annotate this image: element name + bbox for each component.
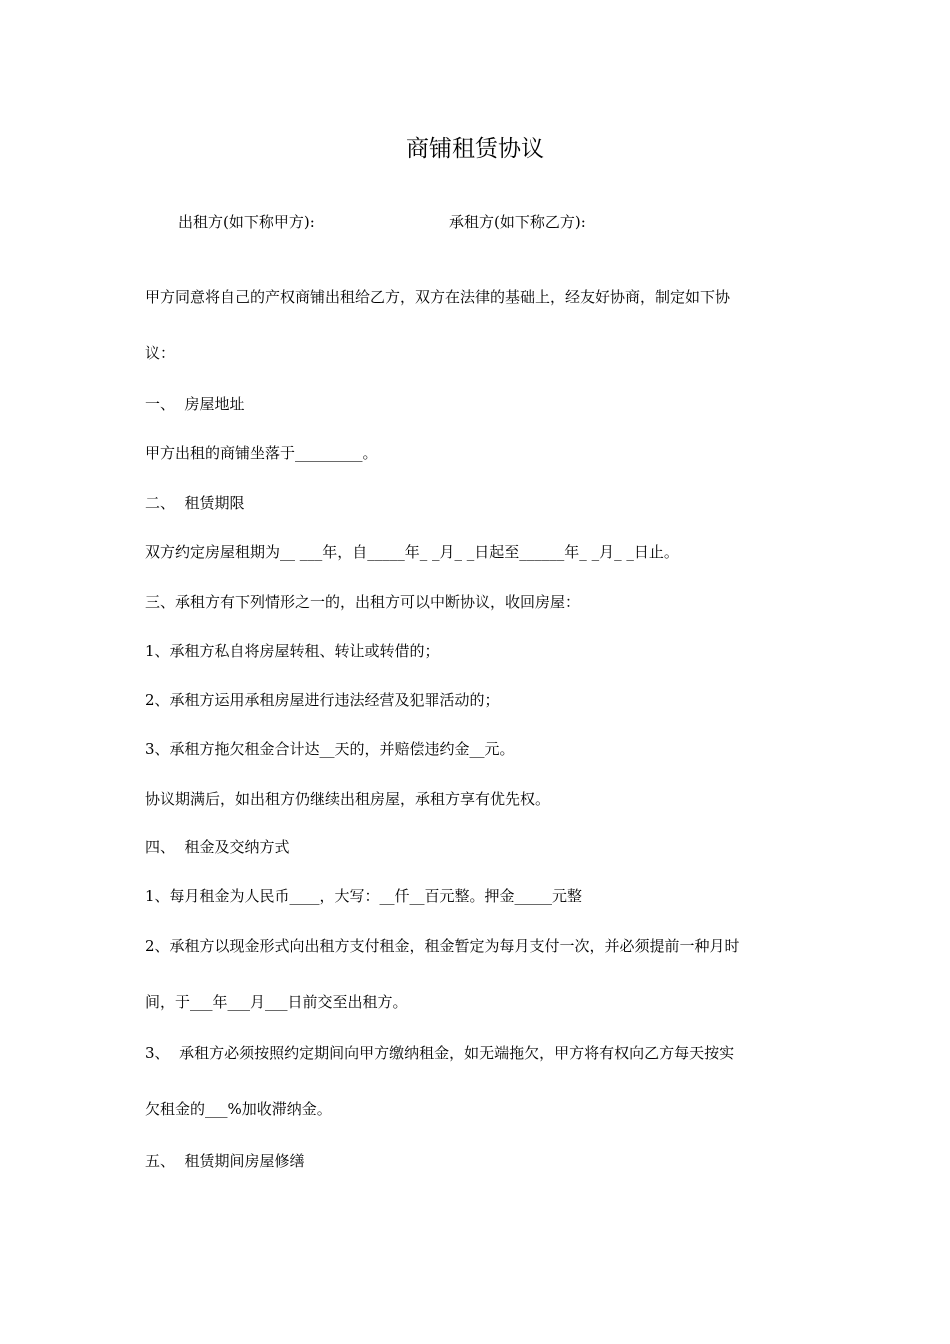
lessee-label: 承租方(如下称乙方): — [449, 213, 586, 231]
rent-item-2-line-1: 2、承租方以现金形式向出租方支付租金，租金暂定为每月支付一次，并必须提前一种月时 — [145, 937, 740, 955]
rent-item-1: 1、每月租金为人民币____，大写：__仟__百元整。押金_____元整 — [145, 887, 583, 905]
section-heading-rent: 四、 租金及交纳方式 — [145, 838, 290, 856]
section-heading-termination: 三、承租方有下列情形之一的，出租方可以中断协议，收回房屋： — [145, 593, 581, 611]
rent-item-3-line-2: 欠租金的___%加收滞纳金。 — [145, 1100, 332, 1118]
lessor-label: 出租方(如下称甲方): — [178, 213, 315, 231]
priority-clause: 协议期满后，如出租方仍继续出租房屋，承租方享有优先权。 — [145, 790, 551, 808]
intro-paragraph-line-2: 议： — [145, 344, 176, 362]
termination-item-1: 1、承租方私自将房屋转租、转让或转借的； — [145, 642, 440, 660]
section-heading-repair: 五、 租赁期间房屋修缮 — [145, 1152, 305, 1170]
termination-item-3: 3、承租方拖欠租金合计达__天的，并赔偿违约金__元。 — [145, 740, 515, 758]
rent-item-2-line-2: 间，于___年___月___日前交至出租方。 — [145, 993, 408, 1011]
intro-paragraph-line-1: 甲方同意将自己的产权商铺出租给乙方，双方在法律的基础上，经友好协商，制定如下协 — [145, 288, 731, 306]
page-title: 商铺租赁协议 — [406, 136, 544, 162]
section-heading-address: 一、 房屋地址 — [145, 395, 245, 413]
section-heading-term: 二、 租赁期限 — [145, 494, 245, 512]
rent-item-3-line-1: 3、 承租方必须按照约定期间向甲方缴纳租金，如无端拖欠，甲方将有权向乙方每天按实 — [145, 1044, 735, 1062]
term-clause: 双方约定房屋租期为__ ___年，自_____年_ _月_ _日起至______年_ _月_ _日止。 — [145, 543, 679, 561]
termination-item-2: 2、承租方运用承租房屋进行违法经营及犯罪活动的； — [145, 691, 500, 709]
address-clause: 甲方出租的商铺坐落于_________。 — [145, 444, 378, 462]
